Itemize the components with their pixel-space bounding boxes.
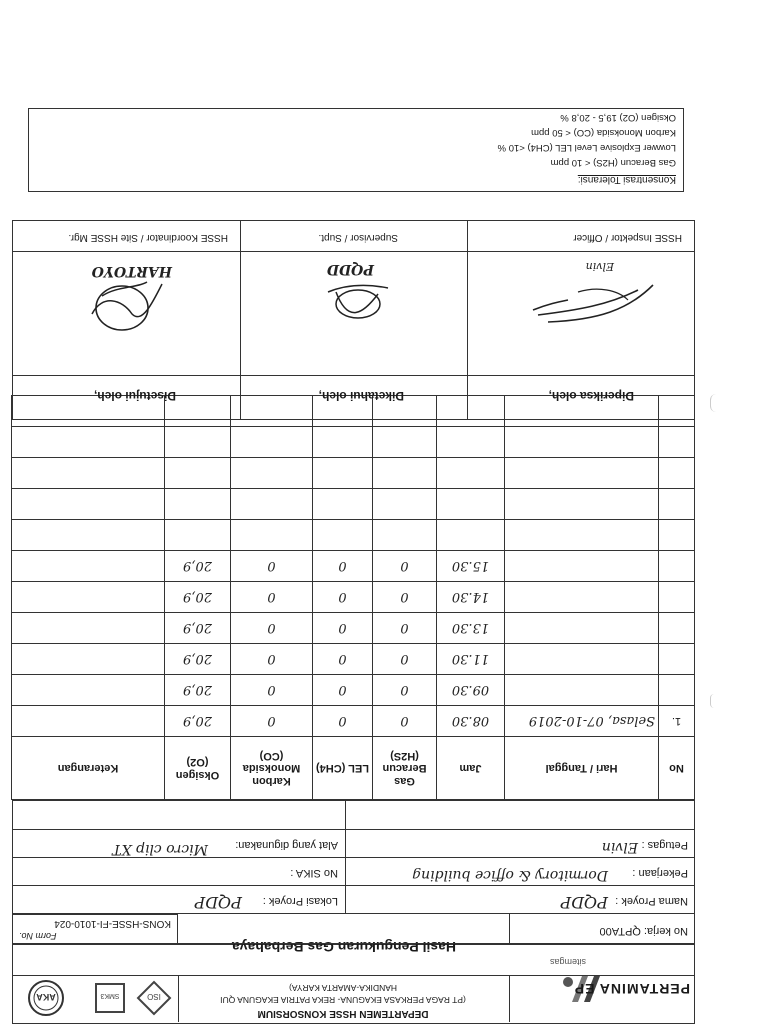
col-header-o2: Oksigen (O2) bbox=[165, 737, 231, 800]
tolerance-line-4: Oksigen (O2) 19,5 - 20,8 % bbox=[560, 112, 676, 123]
cell-h2s: 0 bbox=[373, 582, 437, 613]
cell-no bbox=[659, 427, 695, 458]
dept-line-2: (PT RAGA PERKASA EKAGUNA- REKA PATRIA EKAGUNA QUI bbox=[220, 995, 466, 1005]
cell-time: 08.30 bbox=[437, 706, 505, 737]
cell-h2s bbox=[373, 489, 437, 520]
cell-lel: 0 bbox=[313, 675, 373, 706]
cell-no bbox=[659, 613, 695, 644]
cell-o2: 20,9 bbox=[165, 613, 231, 644]
tolerance-title: Konsentrasi Toleransi: bbox=[577, 174, 676, 185]
form-title: Hasil Pengukuran Gas Berbahaya bbox=[231, 939, 457, 955]
cell-time bbox=[437, 458, 505, 489]
diperiksa-label: Diperiksa oleh, bbox=[548, 389, 634, 403]
cell-h2s: 0 bbox=[373, 644, 437, 675]
cell-time: 09.30 bbox=[437, 675, 505, 706]
table-row bbox=[12, 582, 695, 613]
table-row bbox=[12, 427, 695, 458]
signature-diperiksa bbox=[508, 260, 658, 330]
table-row bbox=[12, 706, 695, 737]
cell-co: 0 bbox=[231, 613, 313, 644]
cell-time bbox=[437, 427, 505, 458]
col-header-no: No bbox=[659, 737, 695, 800]
role-3: HSSE Koordinator / Site HSSE Mgr. bbox=[68, 232, 228, 243]
cert-shield-icon bbox=[92, 980, 128, 1016]
cell-h2s: 0 bbox=[373, 706, 437, 737]
cell-co bbox=[231, 489, 313, 520]
svg-text:AKA: AKA bbox=[36, 992, 56, 1002]
cell-h2s bbox=[373, 427, 437, 458]
form-no-value: KONS-HSSE-FI-1010-024 bbox=[54, 918, 171, 929]
cell-date bbox=[505, 458, 659, 489]
cell-date bbox=[505, 644, 659, 675]
company-tagline: sitemgas bbox=[549, 957, 586, 967]
cell-h2s: 0 bbox=[373, 551, 437, 582]
dept-line-1: DEPARTEMEN HSSE KONSORSIUM bbox=[257, 1008, 429, 1019]
table-row bbox=[12, 520, 695, 551]
department-title bbox=[178, 976, 510, 1022]
cell-lel bbox=[313, 427, 373, 458]
cell-time bbox=[437, 520, 505, 551]
form-no-label: Form No. bbox=[19, 931, 57, 941]
cell-o2: 20,9 bbox=[165, 551, 231, 582]
col-header-h2s: Gas Beracun (H2S) bbox=[373, 737, 437, 800]
cell-notes bbox=[12, 520, 165, 551]
table-row bbox=[12, 613, 695, 644]
cell-no bbox=[659, 551, 695, 582]
cell-no bbox=[659, 520, 695, 551]
table-row bbox=[12, 551, 695, 582]
cell-notes bbox=[12, 675, 165, 706]
cell-date: Selasa, 07-10-2019 bbox=[505, 706, 659, 737]
cell-date bbox=[505, 613, 659, 644]
table-row bbox=[12, 644, 695, 675]
role-1: HSSE Inspektor / Officer bbox=[573, 232, 682, 243]
cell-o2 bbox=[165, 427, 231, 458]
cell-lel: 0 bbox=[313, 613, 373, 644]
petugas-label: Petugas : bbox=[641, 839, 688, 851]
cell-lel: 0 bbox=[313, 706, 373, 737]
cell-co bbox=[231, 427, 313, 458]
pekerjaan-label: Pekerjaan : bbox=[632, 867, 688, 879]
petugas-value: Elvin bbox=[601, 839, 638, 855]
pekerjaan-value: Dormitory & office building bbox=[412, 867, 608, 883]
cell-co: 0 bbox=[231, 675, 313, 706]
alat-label: Alat yang digunakan: bbox=[235, 839, 338, 851]
cell-h2s bbox=[373, 520, 437, 551]
cell-lel bbox=[313, 458, 373, 489]
tolerance-line-2: Lowwer Explosive Level LEL (CH4) <10 % bbox=[497, 142, 676, 153]
cell-notes bbox=[12, 427, 165, 458]
svg-text:SMK3: SMK3 bbox=[100, 992, 120, 999]
col-header-date: Hari / Tanggal bbox=[505, 737, 659, 800]
cell-notes bbox=[12, 551, 165, 582]
scan-mark-2 bbox=[710, 694, 716, 708]
cell-no: 1. bbox=[659, 706, 695, 737]
cell-lel: 0 bbox=[313, 582, 373, 613]
cell-lel bbox=[313, 520, 373, 551]
cell-no bbox=[659, 675, 695, 706]
signature-name-2: PQDD bbox=[326, 261, 374, 277]
role-2: Supervisor / Supt. bbox=[318, 232, 398, 243]
cell-no bbox=[659, 458, 695, 489]
cell-o2: 20,9 bbox=[165, 644, 231, 675]
cell-no bbox=[659, 489, 695, 520]
signature-scribble-1 bbox=[508, 270, 658, 330]
certification-logos bbox=[12, 976, 178, 1022]
cell-co bbox=[231, 458, 313, 489]
cell-date bbox=[505, 427, 659, 458]
cell-date bbox=[505, 675, 659, 706]
cell-notes bbox=[12, 706, 165, 737]
signature-diketahui bbox=[298, 261, 408, 334]
cell-lel bbox=[313, 489, 373, 520]
cert-logo-3 bbox=[24, 978, 68, 1018]
cell-lel: 0 bbox=[313, 551, 373, 582]
cell-notes bbox=[12, 582, 165, 613]
no-sika-label: No SIKA : bbox=[290, 867, 338, 879]
cert-diamond-icon bbox=[136, 980, 172, 1016]
cell-time bbox=[437, 489, 505, 520]
cell-time: 13.30 bbox=[437, 613, 505, 644]
company-logo-text: PERTAMINA EP bbox=[573, 981, 690, 997]
col-header-time: Jam bbox=[437, 737, 505, 800]
tolerance-line-1: Gas Beracun (H2S) < 10 ppm bbox=[550, 157, 676, 168]
cell-h2s bbox=[373, 458, 437, 489]
cell-date bbox=[505, 489, 659, 520]
gas-measurement-table bbox=[11, 395, 695, 800]
cert-logo-2 bbox=[92, 980, 128, 1016]
cell-notes bbox=[12, 458, 165, 489]
cell-notes bbox=[12, 613, 165, 644]
tolerance-line-3: Karbon Monoksida (CO) < 50 ppm bbox=[531, 127, 676, 138]
cell-date bbox=[505, 551, 659, 582]
cell-o2 bbox=[165, 489, 231, 520]
cell-co bbox=[231, 520, 313, 551]
cell-co: 0 bbox=[231, 551, 313, 582]
diketahui-label: Diketahui oleh, bbox=[318, 389, 404, 403]
table-row bbox=[12, 675, 695, 706]
cell-h2s: 0 bbox=[373, 613, 437, 644]
no-kerja: No kerja: QPTA00 bbox=[599, 925, 688, 937]
cell-notes bbox=[12, 489, 165, 520]
cell-no bbox=[659, 582, 695, 613]
cell-time: 14.30 bbox=[437, 582, 505, 613]
scan-mark-1 bbox=[710, 394, 720, 412]
cell-date bbox=[505, 582, 659, 613]
table-row bbox=[12, 489, 695, 520]
aka-circle-icon bbox=[24, 978, 68, 1018]
svg-text:ISO: ISO bbox=[147, 992, 161, 1001]
cell-h2s: 0 bbox=[373, 675, 437, 706]
signature-name-3: HARTOYO bbox=[91, 263, 172, 279]
cert-logo-1 bbox=[136, 980, 172, 1016]
signature-disetujui bbox=[62, 258, 192, 344]
table-row bbox=[12, 458, 695, 489]
alat-value: Micro clip XT bbox=[112, 841, 208, 857]
cell-o2: 20,9 bbox=[165, 706, 231, 737]
col-header-co: Karbon Monoksida (CO) bbox=[231, 737, 313, 800]
cell-time: 11.30 bbox=[437, 644, 505, 675]
cell-date bbox=[505, 520, 659, 551]
lokasi-proyek-value: PQDP bbox=[194, 893, 242, 912]
lokasi-proyek-label: Lokasi Proyek : bbox=[262, 895, 338, 907]
table-header-row bbox=[12, 737, 695, 800]
cell-o2: 20,9 bbox=[165, 675, 231, 706]
cell-co: 0 bbox=[231, 706, 313, 737]
cell-co: 0 bbox=[231, 582, 313, 613]
cell-notes bbox=[12, 644, 165, 675]
nama-proyek-label: Nama Proyek : bbox=[615, 895, 688, 907]
dept-line-3: HANDIKA-AMARTA KARYA) bbox=[289, 983, 398, 993]
col-header-notes: Keterangan bbox=[12, 737, 165, 800]
cell-co: 0 bbox=[231, 644, 313, 675]
signature-name-1: Elvin bbox=[585, 260, 614, 273]
cell-time: 15.30 bbox=[437, 551, 505, 582]
nama-proyek-value: PQDP bbox=[560, 893, 608, 912]
cell-o2 bbox=[165, 520, 231, 551]
cell-no bbox=[659, 644, 695, 675]
disetujui-label: Disetujui oleh, bbox=[93, 389, 176, 403]
cell-lel: 0 bbox=[313, 644, 373, 675]
cell-o2 bbox=[165, 458, 231, 489]
col-header-lel: LEL (CH4) bbox=[313, 737, 373, 800]
cell-o2: 20,9 bbox=[165, 582, 231, 613]
